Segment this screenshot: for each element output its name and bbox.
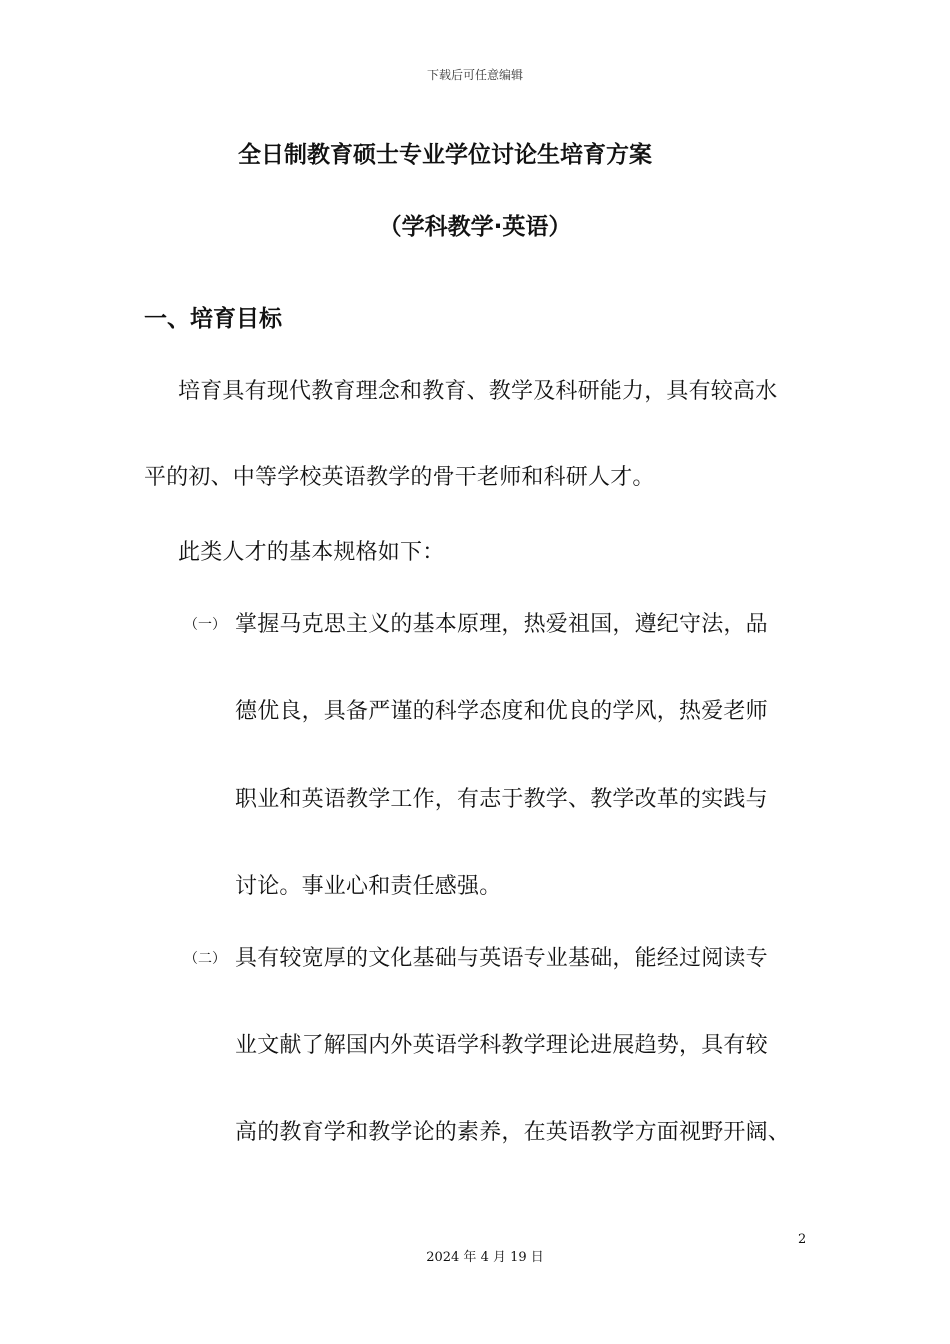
list-item-line: 业文献了解国内外英语学科教学理论进展趋势，具有较 (235, 1033, 768, 1058)
document-title: 全日制教育硕士专业学位讨论生培育方案 (238, 142, 652, 168)
list-marker: （一） (184, 617, 226, 633)
paragraph-line: 此类人才的基本规格如下： (178, 540, 445, 565)
page-number: 2 (798, 1232, 807, 1247)
document-subtitle: （学科教学·英语） (378, 214, 572, 240)
list-item-line: 讨论。事业心和责任感强。 (235, 874, 502, 899)
footer-date: 2024 年 4 月 19 日 (426, 1250, 544, 1265)
list-item-line: 德优良，具备严谨的科学态度和优良的学风，热爱老师 (235, 699, 768, 724)
list-item-line: 掌握马克思主义的基本原理，热爱祖国，遵纪守法，品 (235, 612, 768, 637)
page-header: 下载后可任意编辑 (426, 68, 523, 82)
section-heading-goals: 一、培育目标 (144, 306, 282, 332)
paragraph-line: 培育具有现代教育理念和教育、教学及科研能力，具有较高水 (178, 379, 778, 404)
list-item-line: 具有较宽厚的文化基础与英语专业基础，能经过阅读专 (235, 946, 768, 971)
paragraph-line: 平的初、中等学校英语教学的骨干老师和科研人才。 (144, 465, 655, 490)
list-item-line: 高的教育学和教学论的素养，在英语教学方面视野开阔、 (235, 1120, 791, 1145)
list-item-line: 职业和英语教学工作，有志于教学、教学改革的实践与 (235, 787, 768, 812)
list-marker: （二） (184, 951, 226, 967)
